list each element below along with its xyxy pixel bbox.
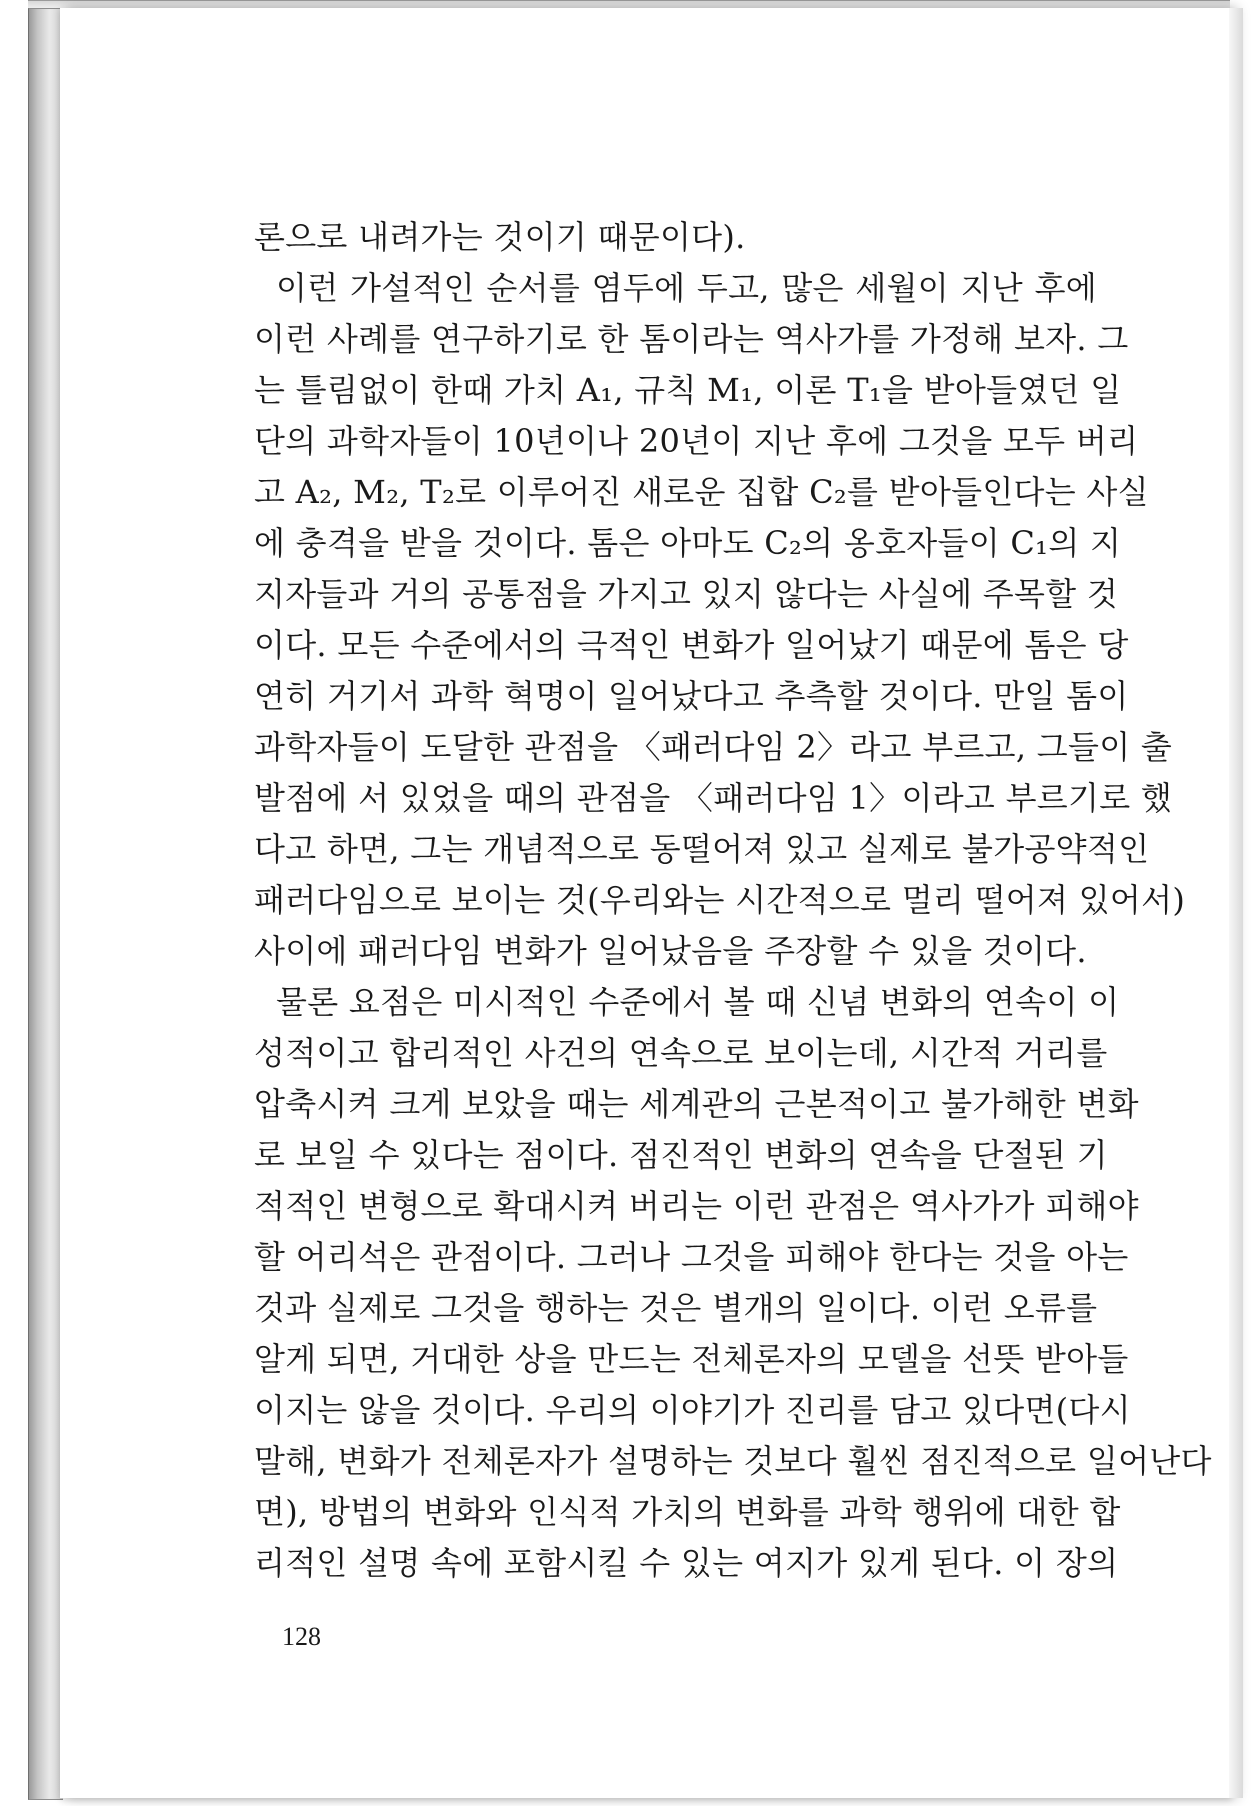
page-number: 128 <box>282 1622 321 1651</box>
text-line: 면), 방법의 변화와 인식적 가치의 변화를 과학 행위에 대한 합 <box>254 1493 1121 1531</box>
book-spine <box>28 8 63 1800</box>
text-line: 이다. 모든 수준에서의 극적인 변화가 일어났기 때문에 톰은 당 <box>254 626 1129 664</box>
text-line: 성적이고 합리적인 사건의 연속으로 보이는데, 시간적 거리를 <box>254 1034 1108 1072</box>
text-line: 압축시켜 크게 보았을 때는 세계관의 근본적이고 불가해한 변화 <box>254 1085 1139 1123</box>
text-line: 이런 사례를 연구하기로 한 톰이라는 역사가를 가정해 보자. 그 <box>254 320 1129 358</box>
text-line: 발점에 서 있었을 때의 관점을 〈패러다임 1〉이라고 부르기로 했 <box>254 779 1173 817</box>
text-line: 알게 되면, 거대한 상을 만드는 전체론자의 모델을 선뜻 받아들 <box>254 1340 1129 1378</box>
text-line: 할 어리석은 관점이다. 그러나 그것을 피해야 한다는 것을 아는 <box>254 1238 1129 1276</box>
text-line: 사이에 패러다임 변화가 일어났음을 주장할 수 있을 것이다. <box>254 932 1087 970</box>
text-line: 로 보일 수 있다는 점이다. 점진적인 변화의 연속을 단절된 기 <box>254 1136 1108 1174</box>
text-line: 말해, 변화가 전체론자가 설명하는 것보다 훨씬 점진적으로 일어난다 <box>254 1442 1212 1480</box>
text-line: 것과 실제로 그것을 행하는 것은 별개의 일이다. 이런 오류를 <box>254 1289 1098 1327</box>
text-line: 이런 가설적인 순서를 염두에 두고, 많은 세월이 지난 후에 <box>276 269 1097 307</box>
text-line: 고 A₂, M₂, T₂로 이루어진 새로운 집합 C₂를 받아들인다는 사실 <box>254 473 1149 511</box>
text-line: 단의 과학자들이 10년이나 20년이 지난 후에 그것을 모두 버리 <box>254 422 1139 460</box>
text-line: 적적인 변형으로 확대시켜 버리는 이런 관점은 역사가가 피해야 <box>254 1187 1139 1225</box>
text-line: 에 충격을 받을 것이다. 톰은 아마도 C₂의 옹호자들이 C₁의 지 <box>254 524 1122 562</box>
body-text <box>254 212 1212 1589</box>
text-line: 패러다임으로 보이는 것(우리와는 시간적으로 멀리 떨어져 있어서) <box>254 881 1186 919</box>
text-line: 론으로 내려가는 것이기 때문이다). <box>254 218 746 256</box>
text-line: 지자들과 거의 공통점을 가지고 있지 않다는 사실에 주목할 것 <box>254 575 1119 613</box>
text-line: 이지는 않을 것이다. 우리의 이야기가 진리를 담고 있다면(다시 <box>254 1391 1131 1429</box>
text-line: 과학자들이 도달한 관점을 〈패러다임 2〉라고 부르고, 그들이 출 <box>254 728 1173 766</box>
text-line: 는 틀림없이 한때 가치 A₁, 규칙 M₁, 이론 T₁을 받아들였던 일 <box>254 371 1122 409</box>
page-right-edge <box>1229 8 1243 1798</box>
text-line: 다고 하면, 그는 개념적으로 동떨어져 있고 실제로 불가공약적인 <box>254 830 1150 868</box>
text-line: 물론 요점은 미시적인 수준에서 볼 때 신념 변화의 연속이 이 <box>276 983 1120 1021</box>
text-line: 리적인 설명 속에 포함시킬 수 있는 여지가 있게 된다. 이 장의 <box>254 1544 1119 1582</box>
text-line: 연히 거기서 과학 혁명이 일어났다고 추측할 것이다. 만일 톰이 <box>254 677 1129 715</box>
